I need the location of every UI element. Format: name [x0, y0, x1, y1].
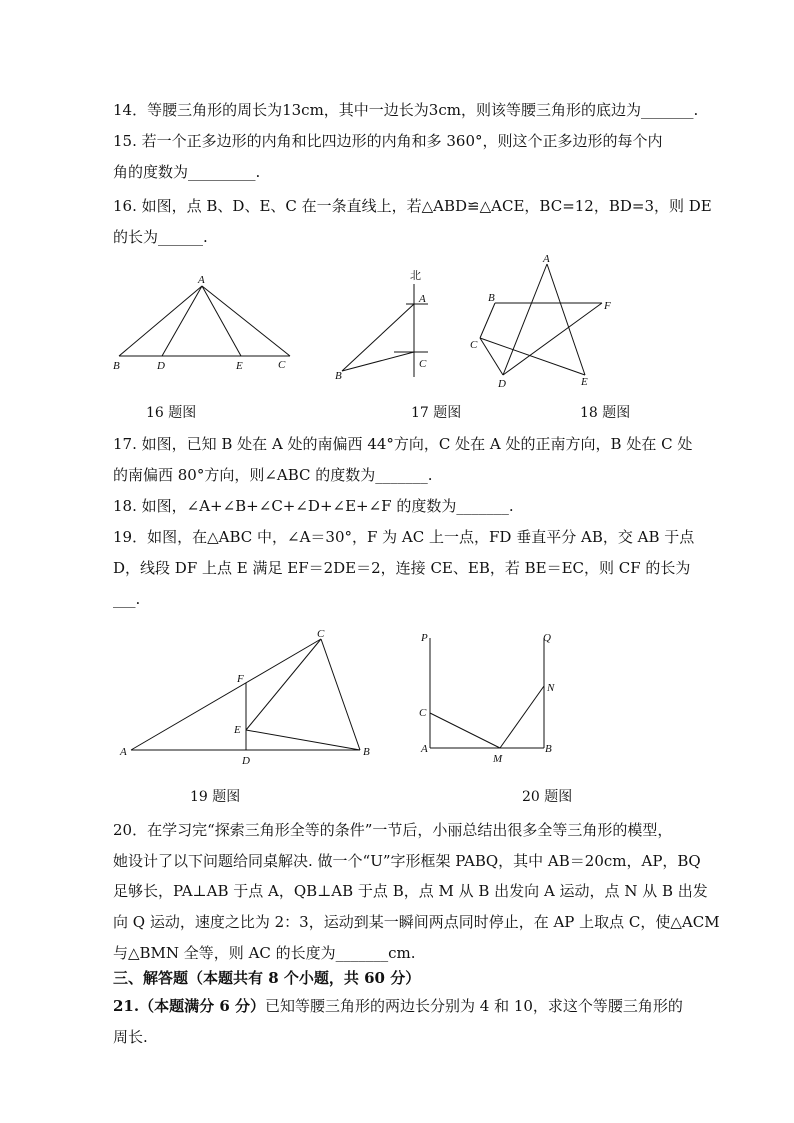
- q19-text-line3: ___.: [113, 590, 141, 608]
- fig20-label-c: C: [419, 707, 427, 719]
- figure-18: [465, 250, 625, 390]
- q17-text-line2: 的南偏西 80°方向，则∠ABC 的度数为_______.: [113, 466, 433, 484]
- fig19-caption: 19 题图: [190, 789, 241, 805]
- fig18-label-e: E: [581, 376, 588, 388]
- fig20-label-m: M: [493, 753, 503, 765]
- fig17-label-a: A: [419, 293, 426, 305]
- fig17-caption: 17 题图: [411, 405, 462, 421]
- q14-text: 14．等腰三角形的周长为13cm，其中一边长为3cm，则该等腰三角形的底边为_______.: [113, 101, 699, 119]
- fig18-label-d: D: [498, 378, 506, 390]
- fig16-label-b: B: [113, 360, 120, 372]
- q21-label: 21.（本题满分 6 分）: [113, 997, 265, 1015]
- fig17-label-b: B: [335, 370, 342, 382]
- q21-text: 已知等腰三角形的两边长分别为 4 和 10，求这个等腰三角形的: [264, 997, 683, 1015]
- q18-text: 18. 如图，∠A+∠B+∠C+∠D+∠E+∠F 的度数为_______.: [113, 497, 514, 515]
- fig16-label-c: C: [278, 359, 286, 371]
- fig18-caption: 18 题图: [580, 405, 631, 421]
- fig19-label-f: F: [237, 673, 244, 685]
- fig16-caption: 16 题图: [146, 405, 197, 421]
- q20-text-line3: 足够长，PA⊥AB 于点 A，QB⊥AB 于点 B，点 M 从 B 出发向 A 运动，点 N 从 B 出发: [113, 882, 708, 900]
- fig18-label-b: B: [488, 292, 495, 304]
- q16-text-line1: 16. 如图，点 B、D、E、C 在一条直线上，若△ABD≌△ACE，BC=12，BD=3，则 DE: [113, 197, 712, 215]
- q20-text-line4: 向 Q 运动，速度之比为 2：3，运动到某一瞬间两点同时停止，在 AP 上取点 C，使△ACM: [113, 913, 720, 931]
- figure-17: [330, 262, 440, 387]
- fig20-label-q: Q: [543, 632, 551, 644]
- fig18-label-c: C: [470, 339, 478, 351]
- fig20-label-p: P: [421, 632, 428, 644]
- section-3-title: 三、解答题（本题共有 8 个小题，共 60 分）: [113, 969, 421, 987]
- q16-text-line2: 的长为______.: [113, 228, 208, 246]
- fig20-label-b: B: [545, 743, 552, 755]
- fig19-label-b: B: [363, 746, 370, 758]
- figure-20: [415, 628, 565, 770]
- fig19-label-c: C: [317, 628, 325, 640]
- q19-text-line2: D，线段 DF 上点 E 满足 EF＝2DE＝2，连接 CE、EB，若 BE＝EC，则 CF 的长为: [113, 559, 691, 577]
- q19-text-line1: 19．如图，在△ABC 中，∠A＝30°，F 为 AC 上一点，FD 垂直平分 AB，交 AB 于点: [113, 528, 695, 546]
- fig18-label-a: A: [543, 253, 550, 265]
- fig19-label-e: E: [234, 724, 241, 736]
- figure-19: [115, 622, 380, 772]
- q17-text-line1: 17. 如图，已知 B 处在 A 处的南偏西 44°方向，C 处在 A 处的正南方向，B 处在 C 处: [113, 435, 693, 453]
- q21-text-line1: [113, 996, 683, 1016]
- q20-text-line1: 20．在学习完“探索三角形全等的条件”一节后，小丽总结出很多全等三角形的模型，: [113, 821, 673, 839]
- fig16-label-a: A: [198, 274, 205, 286]
- fig16-label-d: D: [157, 360, 165, 372]
- fig20-caption: 20 题图: [522, 789, 573, 805]
- fig19-label-a: A: [120, 746, 127, 758]
- fig20-label-n: N: [547, 682, 555, 694]
- q20-text-line2: 她设计了以下问题给同桌解决. 做一个“U”字形框架 PABQ，其中 AB＝20cm，AP，BQ: [113, 852, 701, 870]
- q15-text-line1: 15. 若一个正多边形的内角和比四边形的内角和多 360°，则这个正多边形的每个内: [113, 132, 663, 150]
- q21-text-line2: 周长.: [113, 1028, 148, 1046]
- fig18-label-f: F: [604, 300, 611, 312]
- fig17-label-north: 北: [410, 270, 421, 282]
- figure-16: [110, 270, 300, 380]
- fig17-label-c: C: [419, 358, 427, 370]
- fig20-label-a: A: [421, 743, 428, 755]
- q15-text-line2: 角的度数为_________.: [113, 163, 261, 181]
- q20-text-line5: 与△BMN 全等，则 AC 的长度为_______cm.: [113, 944, 416, 962]
- fig16-label-e: E: [236, 360, 243, 372]
- fig19-label-d: D: [242, 755, 250, 767]
